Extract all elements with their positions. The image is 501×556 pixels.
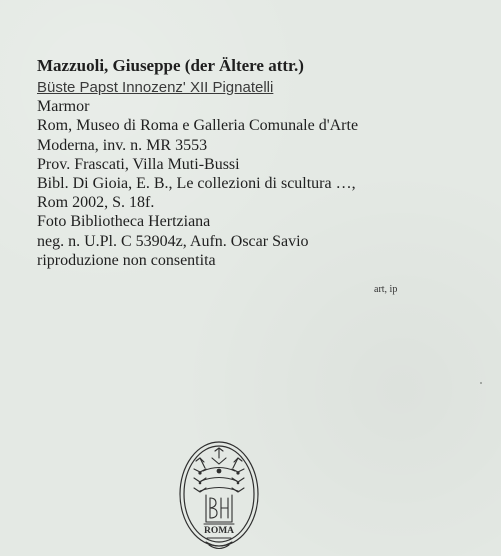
inventory-line: Moderna, inv. n. MR 3553: [37, 136, 208, 154]
negative-line: neg. n. U.Pl. C 53904z, Aufn. Oscar Savio: [37, 232, 309, 250]
archive-stamp: [176, 438, 262, 556]
copyright-line: riproduzione non consentita: [37, 251, 216, 269]
material-line: Marmor: [37, 98, 90, 116]
record-details: [37, 78, 467, 270]
museum-line: Rom, Museo di Roma e Galleria Comunale d'Arte: [37, 117, 359, 135]
bibliography-continuation-line: Rom 2002, S. 18f.: [37, 194, 155, 212]
stamp-city-text: ROMA: [203, 526, 235, 536]
provenance-line: Prov. Frascati, Villa Muti-Bussi: [37, 155, 240, 173]
paper-speck: [480, 382, 482, 384]
archive-note: art, ip: [374, 284, 398, 295]
record-title: Mazzuoli, Giuseppe (der Ältere attr.): [37, 56, 304, 75]
stamp-seal-icon: [176, 438, 262, 556]
artwork-title-line: Büste Papst Innozenz' XII Pignatelli: [37, 79, 274, 96]
photo-credit-line: Foto Bibliotheca Hertziana: [37, 213, 211, 231]
bibliography-line: Bibl. Di Gioia, E. B., Le collezioni di scultura …,: [37, 175, 356, 193]
